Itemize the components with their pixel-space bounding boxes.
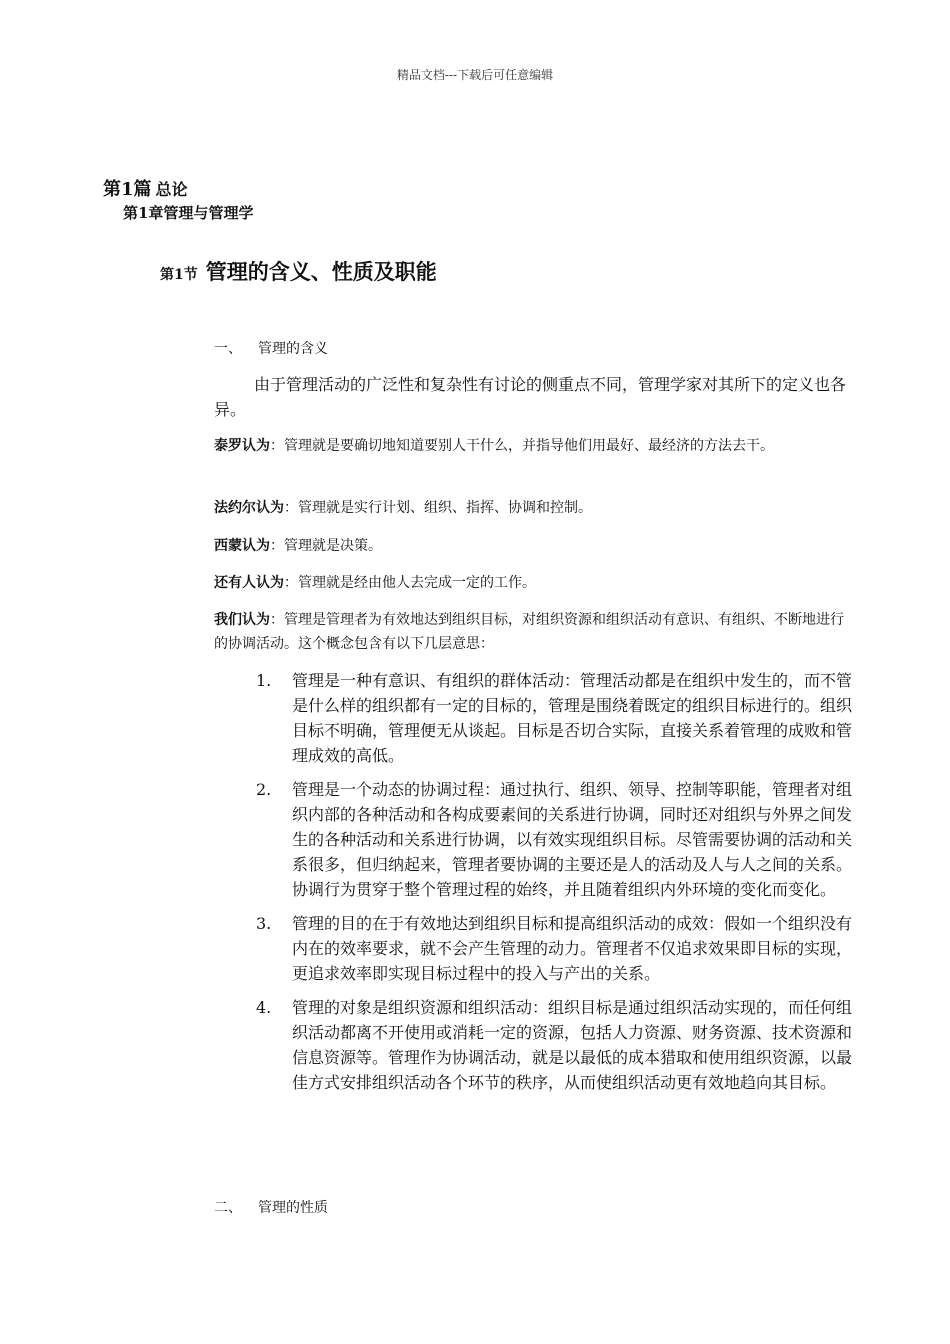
list-text: 管理是一个动态的协调过程：通过执行、组织、领导、控制等职能，管理者对组织内部的各种活动和各构成要素间的关系进行协调，同时还对组织与外界之间发生的各种活动和关系进行协调，以有效实现组织目标。尽管需要协调的活动和关系很多，但归纳起来，管理者要协调的主要还是人的活动及人与人之间的关系。协调行为贯穿于整个管理过程的始终，并且随着组织内外环境的变化而变化。 [292,780,853,899]
heading-number: 二、 [214,1200,242,1216]
list-item [256,995,860,1095]
definition-others: 还有人认为：管理就是经由他人去完成一定的工作。 [214,575,536,591]
section-name: 管理的含义、性质及职能 [205,259,437,284]
list-item [256,911,860,986]
definition-text: 管理就是要确切地知道要别人干什么，并指导他们用最好、最经济的方法去干。 [284,438,774,454]
definition-text: 管理就是决策。 [284,538,382,554]
intro-paragraph: 由于管理活动的广泛性和复杂性有讨论的侧重点不同，管理学家对其所下的定义也各异。 [214,375,847,419]
definition-author: 法约尔认为 [214,500,284,516]
part-label: 第1篇 [103,179,152,200]
heading-text: 管理的含义 [258,341,328,357]
list-number: 1. [256,671,272,690]
definition-author: 还有人认为 [214,575,284,591]
heading-number: 一、 [214,341,242,357]
heading-text: 管理的性质 [258,1200,328,1216]
definition-fayol: 法约尔认为：管理就是实行计划、组织、指挥、协调和控制。 [214,500,592,516]
definition-text: 管理就是实行计划、组织、指挥、协调和控制。 [298,500,592,516]
section-title [160,256,437,286]
definition-simon: 西蒙认为：管理就是决策。 [214,538,382,554]
heading-definition [214,338,328,358]
list-number: 3. [256,914,272,933]
definition-text: 管理就是经由他人去完成一定的工作。 [298,575,536,591]
part-title [103,175,188,201]
list-text: 管理的目的在于有效地达到组织目标和提高组织活动的成效：假如一个组织没有内在的效率要求，就不会产生管理的动力。管理者不仅追求效果即目标的实现，更追求效率即实现目标过程中的投入与产出的关系。 [292,914,853,983]
section-label: 第1节 [160,267,198,283]
list-number: 2. [256,780,272,799]
definition-text: 管理是管理者为有效地达到组织目标，对组织资源和组织活动有意识、有组织、不断地进行的协调活动。这个概念包含有以下几层意思： [214,612,844,652]
definition-author: 西蒙认为 [214,538,270,554]
definition-ours: 我们认为：管理是管理者为有效地达到组织目标，对组织资源和组织活动有意识、有组织、不断地进行的协调活动。这个概念包含有以下几层意思： [214,612,844,652]
heading-nature [214,1197,328,1217]
meaning-list [256,668,860,1104]
page-header: 精品文档---下载后可任意编辑 [396,68,554,82]
list-item [256,668,860,768]
list-number: 4. [256,998,272,1017]
definition-author: 我们认为 [214,612,270,628]
definition-author: 泰罗认为 [214,438,270,454]
part-name: 总论 [155,180,188,199]
list-item [256,777,860,902]
definition-taylor: 泰罗认为：管理就是要确切地知道要别人干什么，并指导他们用最好、最经济的方法去干。 [214,438,774,454]
list-text: 管理是一种有意识、有组织的群体活动：管理活动都是在组织中发生的，而不管是什么样的组织都有一定的目标的，管理是围绕着既定的组织目标进行的。组织目标不明确，管理便无从谈起。目标是否切合实际，直接关系着管理的成败和管理成效的高低。 [292,671,853,765]
list-text: 管理的对象是组织资源和组织活动：组织目标是通过组织活动实现的，而任何组织活动都离不开使用或消耗一定的资源，包括人力资源、财务资源、技术资源和信息资源等。管理作为协调活动，就是以最低的成本猎取和使用组织资源，以最佳方式安排组织活动各个环节的秩序，从而使组织活动更有效地趋向其目标。 [292,998,853,1092]
chapter-title: 第1章管理与管理学 [123,204,254,222]
